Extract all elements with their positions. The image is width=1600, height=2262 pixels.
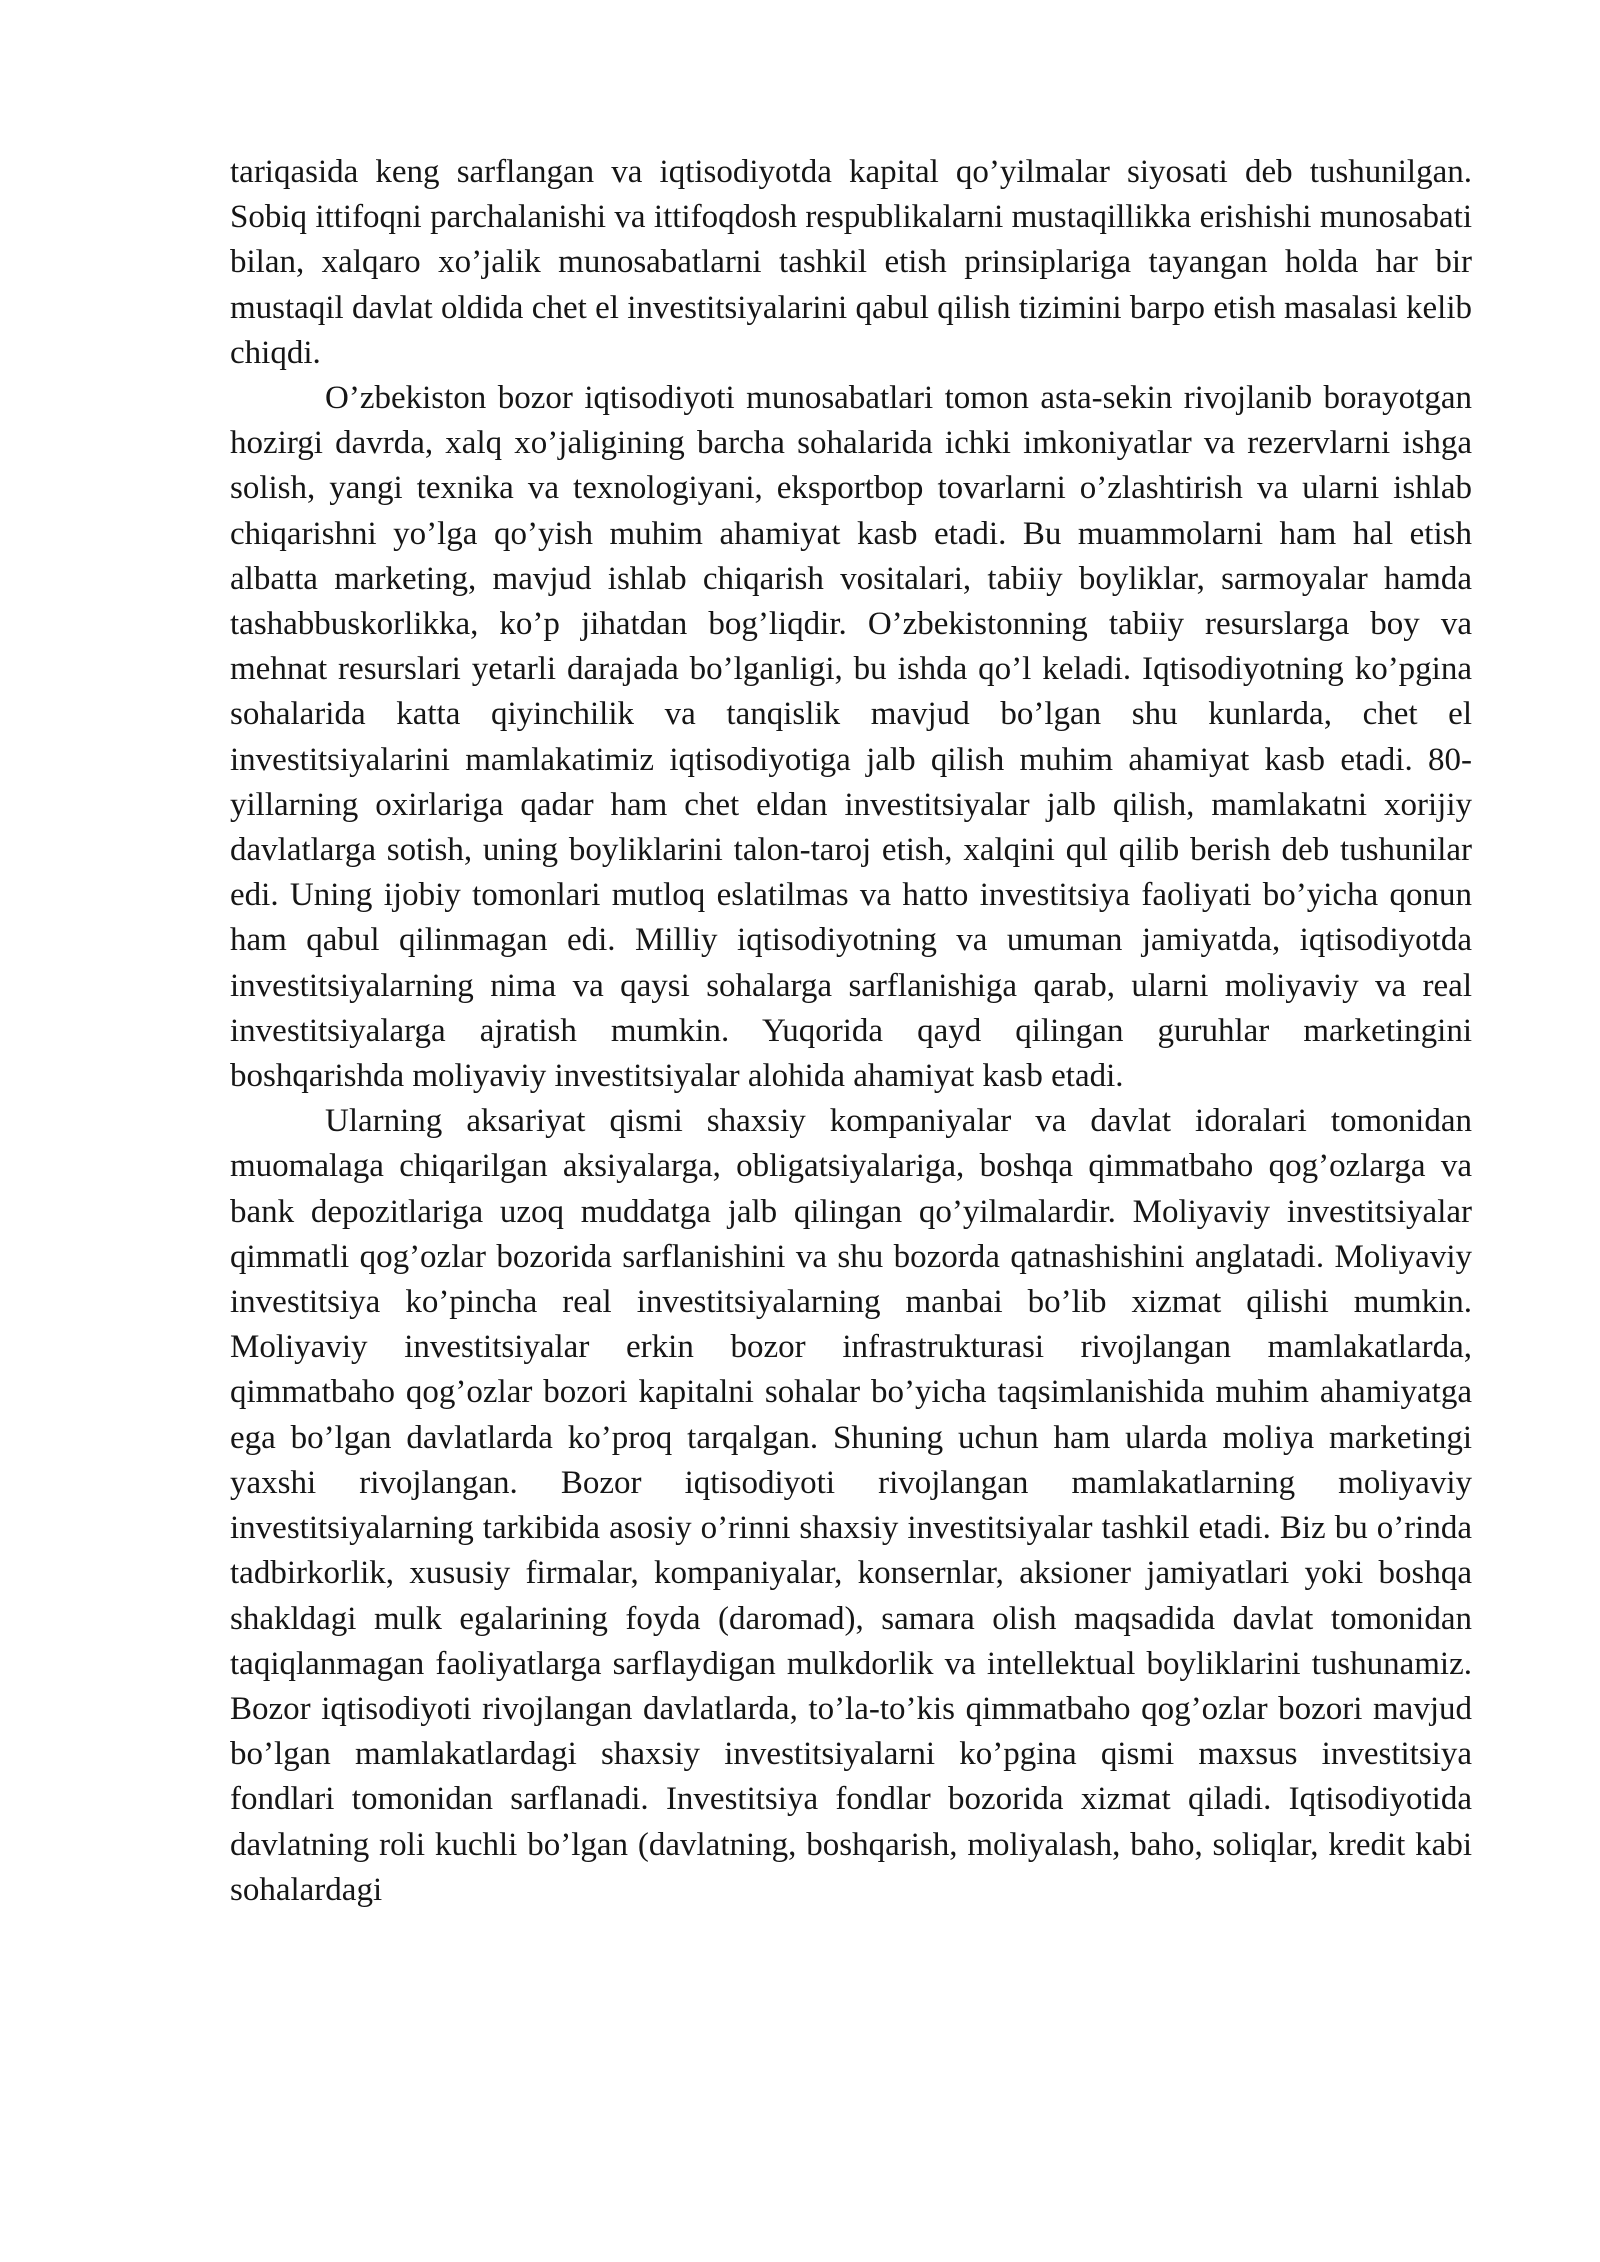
- paragraph-2: O’zbekiston bozor iqtisodiyoti munosabatlari tomon asta-sekin rivojlanib borayotgan hozirgi davrda, xalq xo’jaligining barcha sohalarida ichki imkoniyatlar va rezervlarni ishga solish, yangi texnika va texnologiyani, eksportbop tovarlarni o’zlashtirish va ularni ishlab chiqarishni yo’lga qo’yish muhim ahamiyat kasb etadi. Bu muammolarni ham hal etish albatta marketing, mavjud ishlab chiqarish vositalari, tabiiy boyliklar, sarmoyalar hamda tashabbuskorlikka, ko’p jihatdan bog’liqdir. O’zbekistonning tabiiy resurslarga boy va mehnat resurslari yetarli darajada bo’lganligi, bu ishda qo’l keladi. Iqtisodiyotning ko’pgina sohalarida katta qiyinchilik va tanqislik mavjud bo’lgan shu kunlarda, chet el investitsiyalarini mamlakatimiz iqtisodiyotiga jalb qilish muhim ahamiyat kasb etadi. 80-yillarning oxirlariga qadar ham chet eldan investitsiyalar jalb qilish, mamlakatni xorijiy davlatlarga sotish, uning boyliklarini talon-taroj etish, xalqini qul qilib berish deb tushunilar edi. Uning ijobiy tomonlari mutloq eslatilmas va hatto investitsiya faoliyati bo’yicha qonun ham qabul qilinmagan edi. Milliy iqtisodiyotning va umuman jamiyatda, iqtisodiyotda investitsiyalarning nima va qaysi sohalarga sarflanishiga qarab, ularni moliyaviy va real investitsiyalarga ajratish mumkin. Yuqorida qayd qilingan guruhlar marketingini boshqarishda moliyaviy investitsiyalar alohida ahamiyat kasb etadi.: [230, 380, 1472, 1095]
- body-text: [230, 150, 1472, 1913]
- paragraph-3: Ularning aksariyat qismi shaxsiy kompaniyalar va davlat idoralari tomonidan muomalaga chiqarilgan aksiyalarga, obligatsiyalariga, boshqa qimmatbaho qog’ozlarga va bank depozitlariga uzoq muddatga jalb qilingan qo’yilmalardir. Moliyaviy investitsiyalar qimmatli qog’ozlar bozorida sarflanishini va shu bozorda qatnashishini anglatadi. Moliyaviy investitsiya ko’pincha real investitsiyalarning manbai bo’lib xizmat qilishi mumkin. Moliyaviy investitsiyalar erkin bozor infrastrukturasi rivojlangan mamlakatlarda, qimmatbaho qog’ozlar bozori kapitalni sohalar bo’yicha taqsimlanishida muhim ahamiyatga ega bo’lgan davlatlarda ko’proq tarqalgan. Shuning uchun ham ularda moliya marketingi yaxshi rivojlangan. Bozor iqtisodiyoti rivojlangan mamlakatlarning moliyaviy investitsiyalarning tarkibida asosiy o’rinni shaxsiy investitsiyalar tashkil etadi. Biz bu o’rinda tadbirkorlik, xususiy firmalar, kompaniyalar, konsernlar, aksioner jamiyatlari yoki boshqa shakldagi mulk egalarining foyda (daromad), samara olish maqsadida davlat tomonidan taqiqlanmagan faoliyatlarga sarflaydigan mulkdorlik va intellektual boyliklarini tushunamiz. Bozor iqtisodiyoti rivojlangan davlatlarda, to’la-to’kis qimmatbaho qog’ozlar bozori mavjud bo’lgan mamlakatlardagi shaxsiy investitsiyalarni ko’pgina qismi maxsus investitsiya fondlari tomonidan sarflanadi. Investitsiya fondlar bozorida xizmat qiladi. Iqtisodiyotida davlatning roli kuchli bo’lgan (davlatning, boshqarish, moliyalash, baho, soliqlar, kredit kabi sohalardagi: [230, 1103, 1472, 1908]
- paragraph-1: tariqasida keng sarflangan va iqtisodiyotda kapital qo’yilmalar siyosati deb tushunilgan. Sobiq ittifoqni parchalanishi va ittifoqdosh respublikalarni mustaqillikka erishishi munosabati bilan, xalqaro xo’jalik munosabatlarni tashkil etish prinsiplariga tayangan holda har bir mustaqil davlat oldida chet el investitsiyalarini qabul qilish tizimini barpo etish masalasi kelib chiqdi.: [230, 154, 1472, 371]
